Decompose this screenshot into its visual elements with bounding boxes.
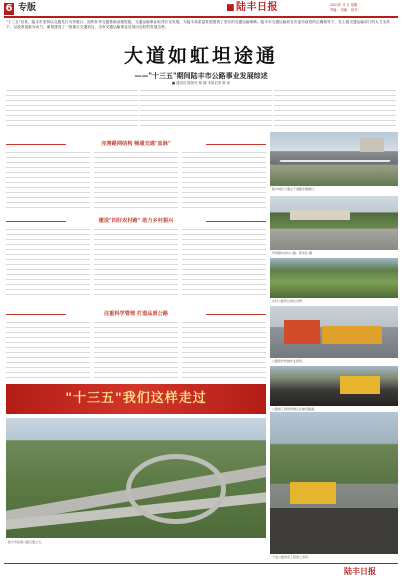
section1-rule-right (206, 144, 266, 145)
photo-trunk-road-construction (270, 412, 398, 554)
section2-body-2 (94, 229, 178, 295)
masthead-title: 陆丰日报 (236, 2, 278, 13)
photo-rural-landscape (270, 258, 398, 298)
section3-rule-left (6, 314, 66, 315)
section3-rule-right (206, 314, 266, 315)
banner (6, 384, 266, 414)
body-column-1 (6, 90, 138, 130)
road-surface (270, 508, 398, 554)
section2-title: 建设"四好农村路" 助力乡村振兴 (98, 218, 174, 224)
section2-rule-right (206, 221, 266, 222)
photo1-caption: 陆丰城区交通主干道路车辆通行。 (272, 187, 318, 191)
photo5-caption: 公路施工现场机械正在铺设路面。 (272, 407, 318, 411)
photo6-caption: 陆丰市高速公路互通立交。 (8, 540, 45, 544)
footer-brand: 陆丰日报 (344, 566, 376, 576)
section1-body-2 (94, 152, 178, 210)
section1-title: 完善路网结构 畅通交通"血脉" (101, 141, 171, 147)
photo7-caption: 干线公路改造工程施工现场。 (272, 555, 312, 559)
section3-body-1 (6, 322, 90, 380)
photo-maintenance-vehicle (270, 306, 398, 358)
headline-byline: ■ 通讯员 陈伟民 林 娜 本报记者 陈 伟 (171, 81, 231, 85)
lead-paragraph: "十三五"以来，陆丰市坚持以交通先行为突破口，加快补齐交通基础设施短板，交通运输事业取得长足发展，为陆丰高质量发展提供了坚实的交通运输保障。陆丰市交通运输局在市委市政府的正确领导下，在上级交通运输部门的大力支持下，以改革创新为动力，谋划建设了一批重大交通项目，全市交通运输事业呈现出良好的发展态势。 (6, 20, 390, 30)
section1-body-1 (6, 152, 90, 210)
section2-rule-left (6, 221, 66, 222)
banner-text: "十三五"我们这样走过 (65, 391, 207, 406)
section3-title: 注重科学管理 打造品质公路 (103, 311, 169, 317)
road-marking (279, 160, 390, 162)
village-houses (290, 210, 350, 220)
footer-rule (4, 563, 398, 564)
masthead-info-1: 2021年 月 日 星期 (330, 3, 358, 7)
photo3-caption: 乡村公路穿过绿色田野。 (272, 299, 306, 303)
section2-body-1 (6, 229, 90, 295)
truck-body (322, 326, 382, 344)
roller-machine (290, 482, 336, 504)
body-column-2 (140, 90, 272, 130)
page-number: 6 (5, 3, 13, 14)
truck-cab (284, 320, 320, 344)
interchange-ramp (126, 454, 226, 524)
section2-body-3 (182, 229, 266, 295)
section3-body-2 (94, 322, 178, 380)
photo-highway-interchange (6, 418, 266, 538)
headline-subtitle: ——"十三五"期间陆丰市公路事业发展综述 (134, 71, 268, 80)
body-column-3 (274, 90, 396, 130)
page-header (0, 0, 402, 16)
photo-paving-work (270, 366, 398, 406)
section-label: 专版 (18, 3, 37, 13)
paver-machine (340, 376, 380, 394)
masthead-info-2: 责编： 美编： 校对： (330, 8, 361, 12)
section1-body-3 (182, 152, 266, 210)
photo-city-road (270, 132, 398, 186)
photo2-caption: 甲西镇内农村公路。陈伟民 摄 (272, 251, 312, 255)
photo-village-road (270, 196, 398, 250)
header-rule (4, 16, 398, 18)
masthead-mark: ■ (226, 3, 235, 13)
headline-title: 大道如虹坦途通 (123, 45, 278, 67)
section1-rule-left (6, 144, 66, 145)
section3-body-3 (182, 322, 266, 380)
building-shape (360, 138, 384, 152)
photo4-caption: 公路养护机械作业现场。 (272, 359, 306, 363)
